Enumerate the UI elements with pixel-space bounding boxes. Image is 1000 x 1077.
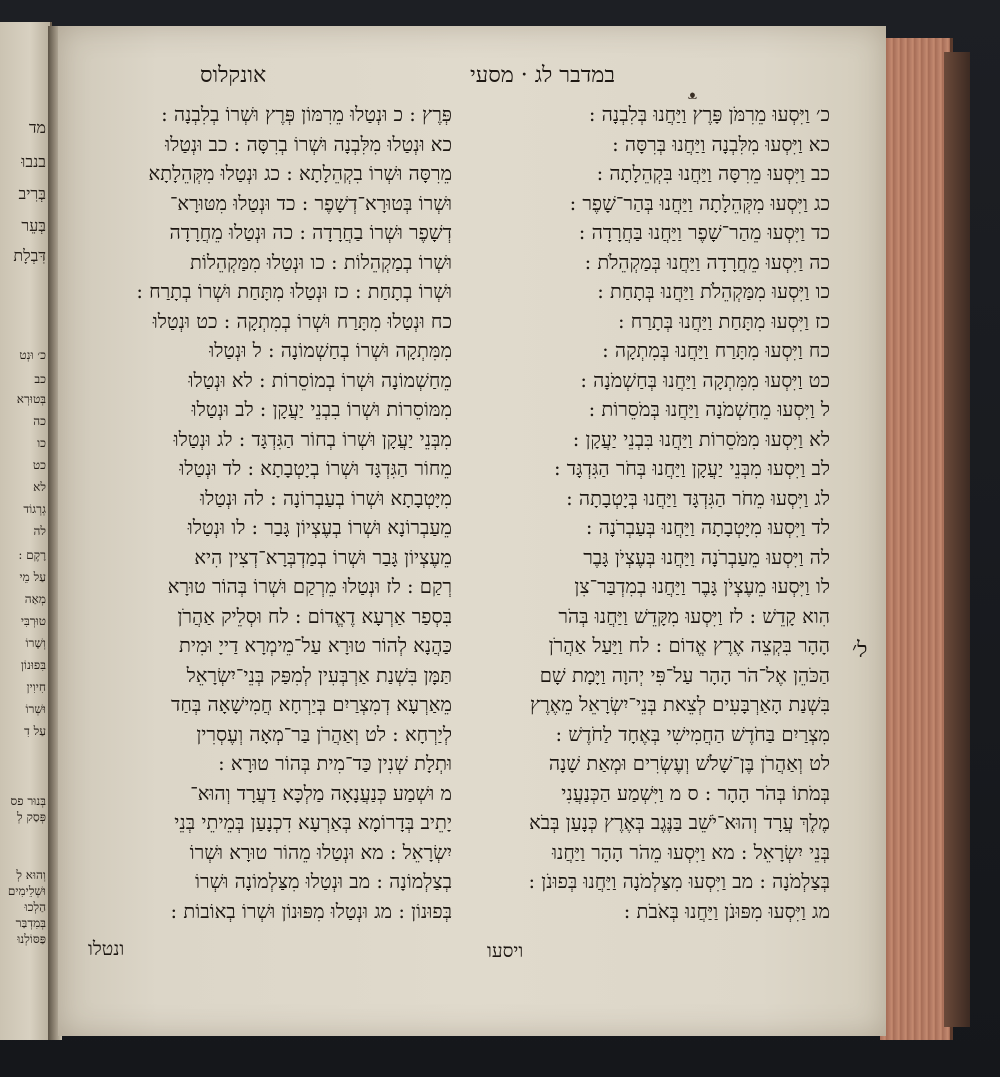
- left-page-text-fragment: עַל מֵי: [19, 570, 46, 584]
- right-column-running-header: במדבר לג · מסעי: [470, 63, 615, 88]
- text-line: פְּרֶץ : כ וּנְטַלוּ מֵרִמּוֹן פְּרֶץ וּשְׁרוֹ בְלִבְנָה :: [161, 103, 452, 126]
- text-line: לג וַיִּסְעוּ מֵחֹר הַגִּדְגָּד וַיַּחֲנוּ בְּיָטְבָתָה :: [566, 486, 830, 510]
- left-page-text-fragment: הַלְכוּ: [24, 900, 46, 914]
- text-line: מִמִּתְקָה וּשְׁרוֹ בְחַשְׁמוֹנָה : ל וּנְטַלוּ: [209, 339, 452, 362]
- left-page-text-fragment: מְאַה: [24, 592, 46, 606]
- text-line: בְצַלְמוֹנָה : מב וּנְטַלוּ מִצַּלְמוֹנָה וּשְׁרוֹ: [195, 870, 452, 893]
- text-line: כה וַיִּסְעוּ מֵחֲרָדָה וַיַּחֲנוּ בְּמַקְהֵלֹת :: [584, 250, 830, 274]
- right-column-catchword: ויסעו: [487, 940, 524, 962]
- left-page-text-fragment: טוּרְבִּי: [20, 614, 46, 628]
- left-page-text-fragment: בְּנוּר פס: [10, 794, 46, 808]
- onkelos-targum-column: [72, 100, 452, 926]
- text-line: כו וַיִּסְעוּ מִמַּקְהֵלֹת וַיַּחֲנוּ בְּתָחַת :: [597, 280, 830, 303]
- text-line: בְּנֵי יִשְׂרָאֵל : מא וַיִּסְעוּ מֵהֹר הָהָר וַיַּחֲנוּ: [552, 840, 830, 864]
- text-line: כא וַיִּסְעוּ מִלִּבְנָה וַיַּחֲנוּ בְּרִסָּה :: [612, 132, 830, 156]
- text-line: בִּשְׁנַת הָאַרְבָּעִים לְצֵאת בְּנֵי־יִשְׂרָאֵל מֵאֶרֶץ: [529, 693, 830, 716]
- text-line: הָהָר בִּקְצֵה אֶרֶץ אֱדוֹם : לח וַיַּעַל אַהֲרֹן: [548, 634, 830, 657]
- text-line: מֵעֶצְיוֹן גָּבַר וּשְׁרוֹ בְמַדְבְּרָא־דְצִין הִיא: [194, 545, 452, 569]
- text-line: כט וַיִּסְעוּ מִמִּתְקָה וַיַּחֲנוּ בְּחַשְׁמֹנָה :: [580, 368, 830, 392]
- text-line: מג וַיִּסְעוּ מִפּוּנֹן וַיַּחֲנוּ בְּאֹבֹת :: [623, 899, 830, 923]
- text-line: וּשְׁרוֹ בְתָחַת : כז וּנְטַלוּ מִתָּחַת וּשְׁרוֹ בְתָרַח :: [136, 280, 452, 303]
- text-line: לא וַיִּסְעוּ מִמֹּסֵרוֹת וַיַּחֲנוּ בִּבְנֵי יַעֲקָן :: [572, 427, 830, 451]
- text-line: וּתְלָת שְׁנִין כַּד־מִית בְּהוֹר טוּרָא :: [218, 752, 452, 775]
- left-page-text-fragment: כ׳ וּנְט: [19, 348, 46, 362]
- text-line: תַּמָּן בִּשְׁנַת אַרְבְּעִין לְמִפַּק בְּנֵי־יִשְׂרָאֵל: [186, 663, 452, 687]
- printer-ornament: ᴥ: [688, 88, 697, 102]
- text-line: כז וַיִּסְעוּ מִתָּחַת וַיַּחֲנוּ בְּתָרַח :: [617, 309, 830, 333]
- left-column-catchword: ונטלו: [88, 938, 125, 960]
- left-page-text-fragment: לה: [33, 524, 46, 538]
- page-block-fore-edge: [880, 38, 953, 1040]
- left-column-running-header: אונקלוס: [200, 63, 267, 88]
- left-page-text-fragment: וּשְׁרוֹ: [25, 702, 46, 716]
- left-page-text-fragment: בְּעֵר: [21, 216, 46, 235]
- left-page-text-fragment: רָקֶם :: [18, 548, 46, 562]
- text-line: מֵחוֹר הַגִּדְגָּד וּשְׁרוֹ בְיָטְבָתָא : לד וּנְטַלוּ: [179, 457, 452, 480]
- text-line: כ׳ וַיִּסְעוּ מֵרִמֹּן פָּרֶץ וַיַּחֲנוּ בְּלִבְנָה :: [588, 103, 830, 126]
- text-line: מִיָּטְבָתָא וּשְׁרוֹ בְעַבְרוֹנָה : לה וּנְטַלוּ: [200, 486, 452, 510]
- left-page-text-fragment: דִּבְלָת: [13, 246, 46, 265]
- text-line: כח וַיִּסְעוּ מִתָּרַח וַיַּחֲנוּ בְּמִתְקָה :: [602, 339, 830, 362]
- text-line: לט וְאַהֲרֹן בֶּן־שָׁלֹשׁ וְעֶשְׂרִים וּמְאַת שָׁנָה: [548, 752, 830, 775]
- text-line: מ וּשְׁמַע כְּנַעֲנָאָה מַלְכָּא דַעֲרָד וְהוּא־: [190, 781, 452, 805]
- left-page-text-fragment: וְהוּא לְ: [16, 868, 46, 882]
- left-page-text-fragment: גְרְגוֹד: [23, 502, 46, 516]
- left-page-text-fragment: כב: [34, 372, 46, 386]
- text-line: הִוא קָדֵשׁ : לז וַיִּסְעוּ מִקָּדֵשׁ וַיַּחֲנוּ בְּהֹר: [558, 604, 830, 628]
- left-page-text-fragment: וּשְׁלֵימִים: [7, 884, 46, 898]
- text-line: רְקַם : לז וּנְטַלוּ מֵרְקַם וּשְׁרוֹ בְּהוֹר טוּרָא: [167, 575, 452, 598]
- marginal-mark: ל׳: [852, 638, 868, 663]
- text-line: מֶלֶךְ עֲרָד וְהוּא־יֹשֵׁב בַּנֶּגֶב בְּאֶרֶץ כְּנָעַן בְּבֹא: [529, 811, 830, 834]
- text-line: כַּהֲנָא לְהוֹר טוּרָא עַל־מֵימְרָא דַייָ וּמִית: [178, 634, 452, 657]
- text-line: מִמּוֹסֵרוֹת וּשְׁרוֹ בִבְנֵי יַעֲקָן : לב וּנְטַלוּ: [191, 398, 452, 421]
- text-line: בְּמֹתוֹ בְּהֹר הָהָר : ס מ וַיִּשְׁמַע הַכְּנַעֲנִי: [561, 781, 830, 805]
- text-line: כח וּנְטַלוּ מִתָּרַח וּשְׁרוֹ בְמִתְקָה : כט וּנְטַלוּ: [152, 309, 452, 333]
- left-page-text-fragment: וְשָׁרוֹ: [25, 636, 46, 650]
- left-page-text-fragment: עַל דִ: [24, 724, 46, 738]
- text-line: הַכֹּהֵן אֶל־הֹר הָהָר עַל־פִּי יְהוָה וַיָּמָת שָׁם: [539, 663, 830, 687]
- text-line: וּשְׁרוֹ בְּטוּרָא־דְשָׁפֶר : כד וּנְטַלוּ מִטּוּרָא־: [169, 191, 452, 215]
- left-page-text-fragment: כו: [37, 436, 46, 450]
- text-line: ל וַיִּסְעוּ מֵחַשְׁמֹנָה וַיַּחֲנוּ בְּמֹסֵרוֹת :: [588, 398, 830, 421]
- left-page-text-fragment: פַּסּוֹלְנוּ: [17, 932, 46, 946]
- text-line: בְּצַלְמֹנָה : מב וַיִּסְעוּ מִצַּלְמֹנָה וַיַּחֲנוּ בְּפוּנֹן :: [528, 870, 830, 893]
- text-line: וּשְׁרוֹ בְמַקְהֵלוֹת : כו וּנְטַלוּ מִמַּקְהֵלוֹת: [189, 250, 452, 274]
- text-line: מֵרִסָּה וּשְׁרוֹ בִקְהֵלָתָא : כג וּנְטַלוּ מִקְּהֵלָתָא: [148, 162, 452, 185]
- left-page-text-fragment: מד: [28, 118, 46, 137]
- left-page-text-fragment: חִיוִין: [26, 680, 46, 694]
- left-page-text-fragment: לא: [33, 480, 46, 494]
- left-page-text-fragment: פְּסַק לְ: [17, 810, 46, 824]
- text-line: בִּסְפַר אַרְעָא דֶאֱדוֹם : לח וּסְלֵיק אַהֲרֹן: [177, 604, 452, 628]
- text-line: כד וַיִּסְעוּ מֵהַר־שָׁפֶר וַיַּחֲנוּ בַּחֲרָדָה :: [578, 221, 830, 244]
- left-page-text-fragment: בִּפוּנוֹן: [20, 658, 46, 672]
- book-cover-edge: [944, 52, 970, 1027]
- text-line: לו וַיִּסְעוּ מֵעֶצְיֹן גָּבֶר וַיַּחֲנוּ בְמִדְבַּר־צִן: [574, 575, 830, 598]
- text-line: לד וַיִּסְעוּ מִיָּטְבָתָה וַיַּחֲנוּ בְּעַבְרֹנָה :: [585, 516, 830, 539]
- text-line: מֵחַשְׁמוֹנָה וּשְׁרוֹ בְמוֹסֵרוֹת : לא וּנְטַלוּ: [188, 368, 452, 392]
- text-line: מֵאַרְעָא דְמִצְרַיִם בְּיַרְחָא חֲמִישָׁאָה בְּחַד: [171, 693, 452, 716]
- left-page-text-fragment: בְּרִיב: [18, 184, 46, 203]
- text-line: כא וּנְטַלוּ מִלִּבְנָה וּשְׁרוֹ בְרִסָּה : כב וּנְטַלוּ: [165, 132, 452, 156]
- text-line: לְיַרְחָא : לט וְאַהֲרֹן בַּר־מְאָה וְעֶסְרִין: [196, 722, 452, 746]
- left-page-text-fragment: בנבוּ: [21, 152, 46, 171]
- left-page-text-fragment: בְּטוּרְא: [16, 392, 46, 406]
- text-line: בְּפוּנוֹן : מג וּנְטַלוּ מִפּוּנוֹן וּשְׁרוֹ בְאוֹבוֹת :: [170, 899, 452, 923]
- text-line: דְשָׁפֶר וּשְׁרוֹ בַחֲרָדָה : כה וּנְטַלוּ מֵחֲרָדָה: [169, 221, 452, 244]
- text-line: לה וַיִּסְעוּ מֵעַבְרֹנָה וַיַּחֲנוּ בְּעֶצְיֹן גָּבֶר: [583, 545, 830, 569]
- text-line: מִצְרַיִם בַּחֹדֶשׁ הַחֲמִישִׁי בְּאֶחָד לַחֹדֶשׁ :: [555, 722, 830, 746]
- left-page-text-fragment: כט: [32, 458, 46, 472]
- text-line: מִבְּנֵי יַעֲקָן וּשְׁרוֹ בְחוֹר הַגִּדְגָּד : לג וּנְטַלוּ: [173, 427, 452, 451]
- left-page-text-fragment: כה: [33, 414, 46, 428]
- previous-page-edge: [0, 22, 52, 1040]
- text-line: כב וַיִּסְעוּ מֵרִסָּה וַיַּחֲנוּ בִּקְהֵלָתָה :: [596, 162, 830, 185]
- text-line: יִשְׂרָאֵל : מא וּנְטַלוּ מֵהוֹר טוּרָא וּשְׁרוֹ: [189, 840, 452, 864]
- left-page-text-fragment: בְּמִדְבַּר: [15, 916, 46, 930]
- hebrew-text-column: [438, 100, 830, 926]
- text-line: כג וַיִּסְעוּ מִקְּהֵלָתָה וַיַּחֲנוּ בְּהַר־שָׁפֶר :: [569, 191, 830, 215]
- text-line: יָתֵיב בְּדָרוֹמָא בְּאַרְעָא דִכְנָעַן בְּמֵיתֵי בְּנֵי: [174, 811, 452, 834]
- text-line: לב וַיִּסְעוּ מִבְּנֵי יַעֲקָן וַיַּחֲנוּ בְּחֹר הַגִּדְגָּד :: [554, 457, 830, 480]
- text-line: מֵעַבְרוֹנָא וּשְׁרוֹ בְעֶצְיוֹן גָּבַר : לו וּנְטַלוּ: [187, 516, 452, 539]
